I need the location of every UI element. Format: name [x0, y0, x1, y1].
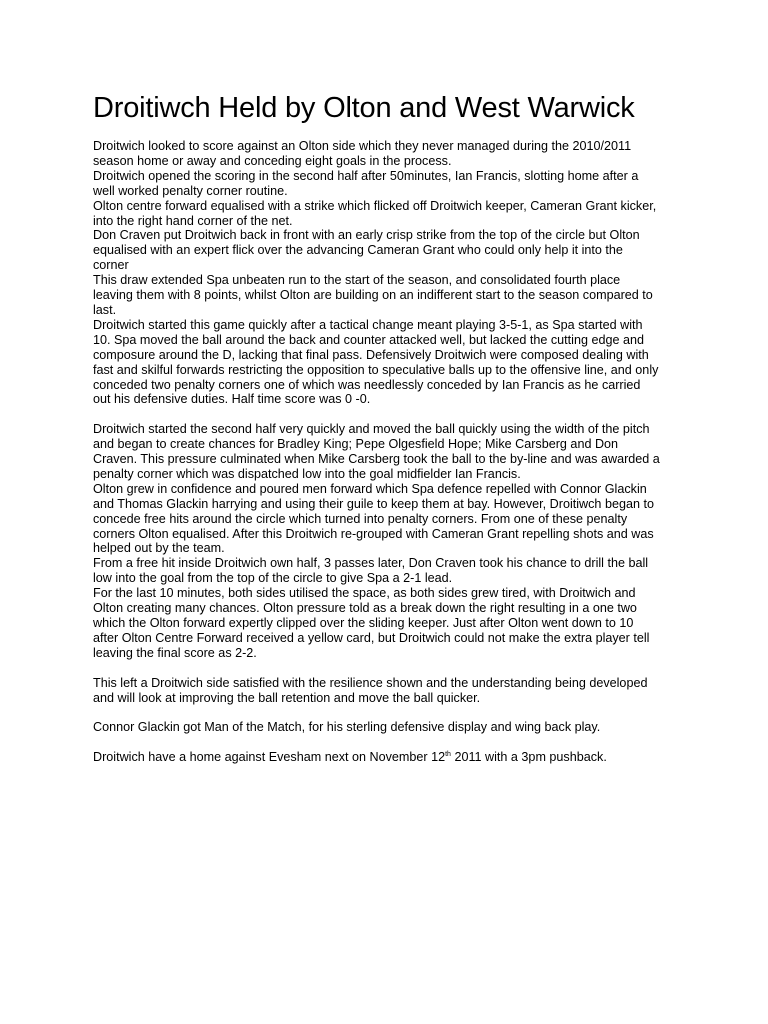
paragraph-gap — [93, 735, 693, 750]
text-line: helped out by the team. — [93, 541, 225, 556]
paragraph-gap — [93, 661, 693, 676]
text-line: fast and skilful forwards restricting the opposition to speculative balls up to the offensive line, and only — [93, 362, 659, 377]
text-line: after Olton Centre Forward received a yellow card, but Droitwich could not make the extra player tell — [93, 630, 650, 645]
text-line: Olton centre forward equalised with a strike which flicked off Droitwich keeper, Cameran Grant kicker, — [93, 198, 657, 213]
text-line: which the Olton forward expertly clipped over the sliding keeper. Just after Olton went down to 10 — [93, 615, 634, 630]
text-line: Droitwich started this game quickly after a tactical change meant playing 3-5-1, as Spa started with — [93, 317, 643, 332]
text-line: Connor Glackin got Man of the Match, for his sterling defensive display and wing back play. — [93, 720, 601, 735]
text-line: Don Craven put Droitwich back in front with an early crisp strike from the top of the circle but Olton — [93, 228, 640, 243]
text-line: concede free hits around the circle which turned into penalty corners. From one of these penalty — [93, 511, 628, 526]
text-line: This left a Droitwich side satisfied with the resilience shown and the understanding being developed — [93, 675, 648, 690]
text-line: season home or away and conceding eight goals in the process. — [93, 153, 452, 168]
ordinal-superscript: th — [445, 751, 451, 759]
text-line: leaving the final score as 2-2. — [93, 645, 257, 660]
text-line: Droitwich started the second half very quickly and moved the ball quickly using the width of the pitch — [93, 422, 650, 437]
text-line: corner — [93, 258, 129, 273]
text-line: equalised with an expert flick over the advancing Cameran Grant who could only help it into the — [93, 243, 623, 258]
text-line: low into the goal from the top of the circle to give Spa a 2-1 lead. — [93, 571, 453, 586]
text-line: Craven. This pressure culminated when Mike Carsberg took the ball to the by-line and was awarded a — [93, 452, 660, 467]
text-line: last. — [93, 302, 117, 317]
text-line: out his defensive duties. Half time score was 0 -0. — [93, 392, 371, 407]
final-line-before: Droitwich have a home against Evesham next on November 12 — [93, 750, 446, 765]
text-line: 10. Spa moved the ball around the back and counter attacked well, but lacked the cutting edge and — [93, 332, 645, 347]
text-line: into the right hand corner of the net. — [93, 213, 293, 228]
text-line: Olton creating many chances. Olton pressure told as a break down the right resulting in a one two — [93, 601, 637, 616]
text-line: well worked penalty corner routine. — [93, 183, 288, 198]
text-line: leaving them with 8 points, whilst Olton are building on an indifferent start to the season compared to — [93, 288, 653, 303]
text-line: Olton grew in confidence and poured men forward which Spa defence repelled with Connor Glackin — [93, 481, 647, 496]
text-line: composure around the D, lacking that final pass. Defensively Droitwich were composed dealing with — [93, 347, 649, 362]
text-line: Droitwich opened the scoring in the second half after 50minutes, Ian Francis, slotting home after a — [93, 168, 639, 183]
article-body — [93, 139, 693, 765]
text-line: From a free hit inside Droitwich own half, 3 passes later, Don Craven took his chance to drill the ball — [93, 556, 649, 571]
text-line: This draw extended Spa unbeaten run to the start of the season, and consolidated fourth place — [93, 273, 621, 288]
paragraph-gap — [93, 705, 693, 720]
text-line: For the last 10 minutes, both sides utilised the space, as both sides grew tired, with Droitwich and — [93, 586, 636, 601]
paragraph-gap — [93, 407, 693, 422]
final-text-line — [93, 750, 693, 765]
text-line: Droitwich looked to score against an Olton side which they never managed during the 2010/2011 — [93, 139, 632, 153]
text-line: and began to create chances for Bradley King; Pepe Olgesfield Hope; Mike Carsberg and Don — [93, 437, 619, 452]
text-line: corners Olton equalised. After this Droitwich re-grouped with Cameran Grant repelling shots and was — [93, 526, 654, 541]
final-line-after: 2011 with a 3pm pushback. — [450, 750, 607, 765]
text-line: and Thomas Glackin harrying and using their guile to keep them at bay. However, Droitiwch began to — [93, 496, 654, 511]
text-line: and will look at improving the ball retention and move the ball quicker. — [93, 690, 481, 705]
article-title: Droitiwch Held by Olton and West Warwick — [93, 92, 635, 124]
text-line: penalty corner which was dispatched low into the goal midfielder Ian Francis. — [93, 466, 521, 481]
text-line: conceded two penalty corners one of which was needlessly conceded by Ian Francis as he carried — [93, 377, 641, 392]
